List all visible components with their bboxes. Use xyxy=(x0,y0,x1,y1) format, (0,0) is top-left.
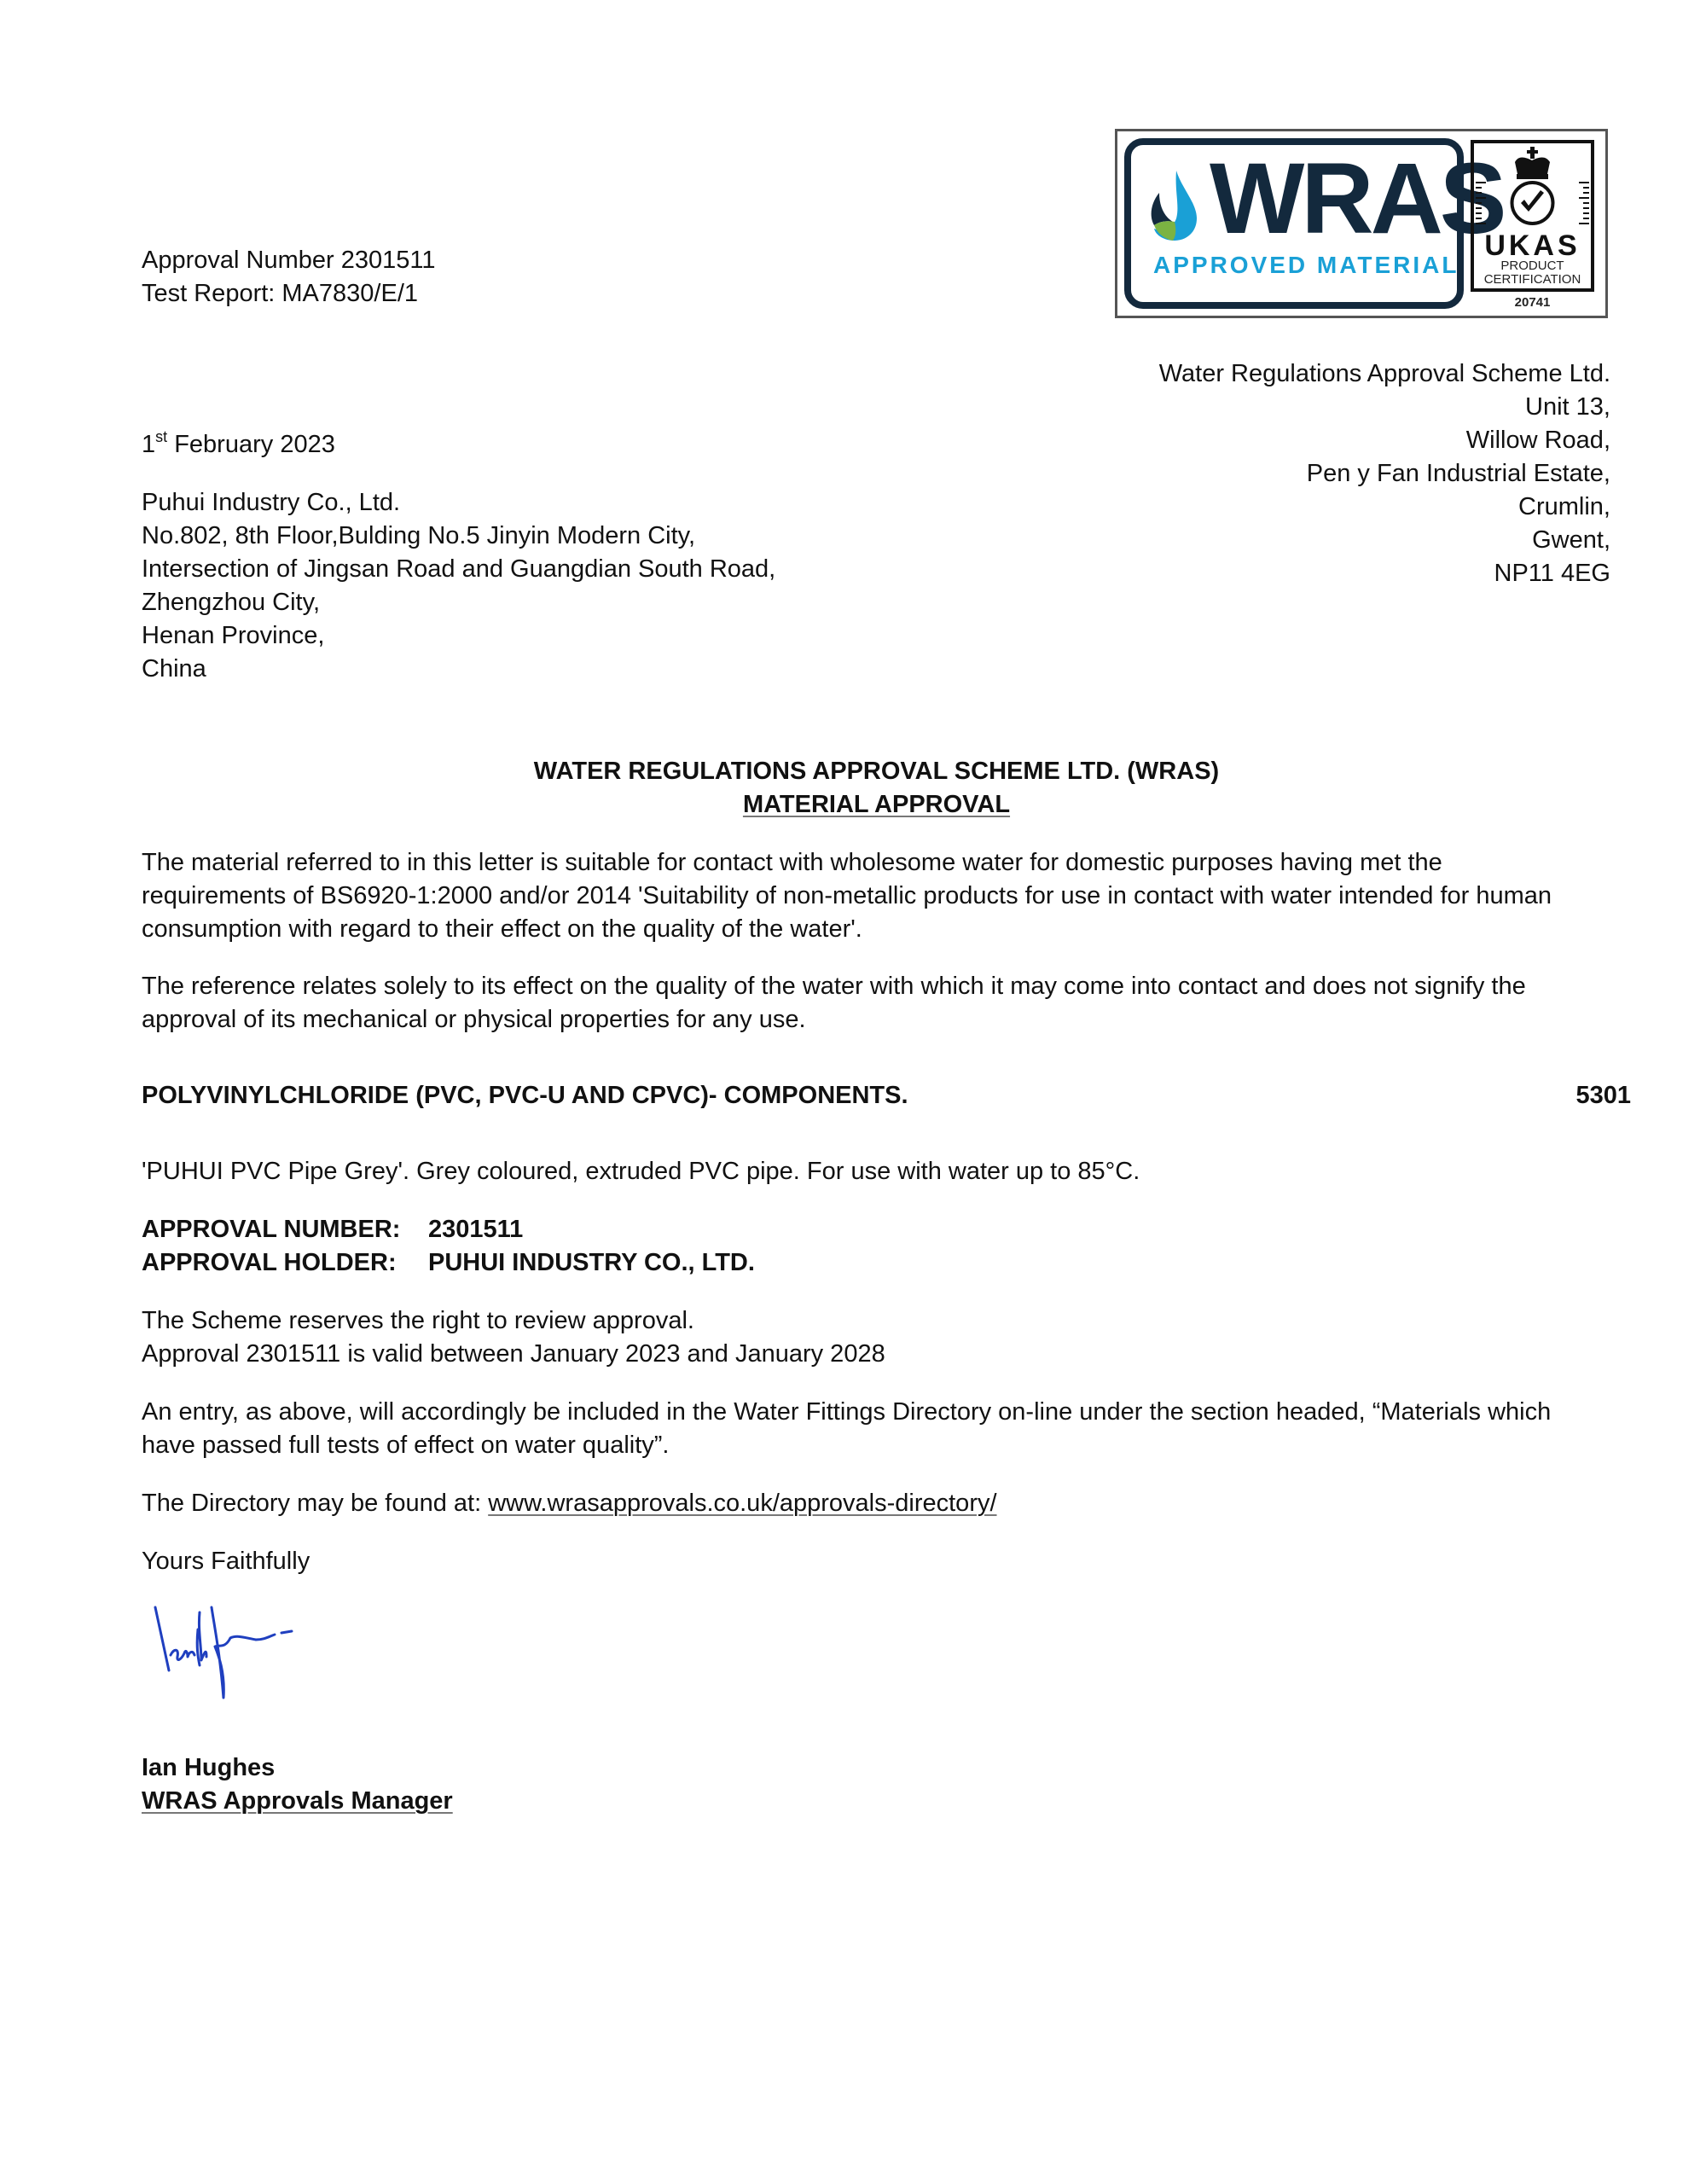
sender-address-line: Crumlin, xyxy=(1518,493,1610,520)
approval-number-line: Approval Number 2301511 xyxy=(142,247,436,274)
approval-holder-label: APPROVAL HOLDER: xyxy=(142,1249,397,1276)
document-title xyxy=(0,755,1706,822)
approval-holder-row xyxy=(142,1246,755,1280)
directory-link[interactable]: www.wrasapprovals.co.uk/approvals-directory/ xyxy=(488,1490,997,1517)
ukas-subtitle xyxy=(1471,259,1594,287)
signatory-role-wrap xyxy=(142,1785,453,1818)
signatory-role: WRAS Approvals Manager xyxy=(142,1787,453,1815)
recipient-address-line: No.802, 8th Floor,Bulding No.5 Jinyin Modern City, xyxy=(142,522,696,549)
test-report-line: Test Report: MA7830/E/1 xyxy=(142,280,418,307)
directory-entry-paragraph xyxy=(142,1396,1551,1462)
sender-address-line: NP11 4EG xyxy=(1494,560,1610,587)
wras-subtitle: APPROVED MATERIAL xyxy=(1153,252,1459,278)
closing-salutation: Yours Faithfully xyxy=(142,1548,310,1575)
wras-wordmark: WRAS xyxy=(1210,142,1504,255)
paragraph-line: approval of its mechanical or physical properties for any use. xyxy=(142,1006,806,1033)
approval-number-value: 2301511 xyxy=(428,1216,524,1243)
paragraph-line: An entry, as above, will accordingly be included in the Water Fittings Directory on-line under the section headed, “Materials which xyxy=(142,1398,1552,1426)
ukas-subtitle-line-2: CERTIFICATION xyxy=(1483,272,1581,287)
approval-holder-value: PUHUI INDUSTRY CO., LTD. xyxy=(428,1249,755,1276)
sender-address-line: Willow Road, xyxy=(1465,427,1610,454)
sender-address-line: Gwent, xyxy=(1532,526,1610,554)
paragraph-suitability xyxy=(142,846,1552,946)
approval-details xyxy=(142,1213,755,1280)
recipient-address-line: Intersection of Jingsan Road and Guangdian South Road, xyxy=(142,555,776,583)
paragraph-reference-scope xyxy=(142,970,1526,1037)
material-code: 5301 xyxy=(1575,1082,1631,1109)
sender-address-line: Unit 13, xyxy=(1525,393,1610,421)
directory-link-prefix: The Directory may be found at: xyxy=(142,1490,489,1517)
signatory-name: Ian Hughes xyxy=(142,1754,276,1781)
date-day: 1 xyxy=(142,431,156,458)
paragraph-line: The reference relates solely to its effect on the quality of the water with which it may come into contact and does not signify the xyxy=(142,973,1526,1000)
ukas-wordmark: UKAS xyxy=(1484,229,1581,262)
letter-date xyxy=(142,428,335,462)
title-line-1: WATER REGULATIONS APPROVAL SCHEME LTD. (WRAS) xyxy=(533,758,1220,785)
recipient-address-line: Henan Province, xyxy=(142,622,325,649)
water-drop-icon xyxy=(1147,169,1198,242)
paragraph-line: requirements of BS6920-1:2000 and/or 2014 'Suitability of non-metallic products for use in contact with water intended for human xyxy=(142,882,1552,909)
title-line-2: MATERIAL APPROVAL xyxy=(742,791,1011,818)
material-description: 'PUHUI PVC Pipe Grey'. Grey coloured, extruded PVC pipe. For use with water up to 85°C. xyxy=(142,1158,1140,1185)
ukas-subtitle-line-1: PRODUCT xyxy=(1500,258,1564,273)
ukas-certificate-number: 20741 xyxy=(1514,295,1551,310)
handwritten-signature xyxy=(145,1604,333,1706)
sender-address xyxy=(1159,357,1610,590)
paragraph-line: The material referred to in this letter is suitable for contact with wholesome water for domestic purposes having met the xyxy=(142,849,1442,876)
validity-line: Approval 2301511 is valid between January 2023 and January 2028 xyxy=(142,1340,885,1368)
date-month-year: February 2023 xyxy=(167,431,335,458)
sender-address-line: Water Regulations Approval Scheme Ltd. xyxy=(1158,360,1610,387)
approval-number-label: APPROVAL NUMBER: xyxy=(142,1216,401,1243)
sender-address-line: Pen y Fan Industrial Estate, xyxy=(1306,460,1610,487)
material-category: POLYVINYLCHLORIDE (PVC, PVC-U AND CPVC)- COMPONENTS. xyxy=(142,1082,908,1109)
recipient-address-line: China xyxy=(142,655,206,682)
approval-number-row xyxy=(142,1213,755,1246)
recipient-address-line: Puhui Industry Co., Ltd. xyxy=(142,489,401,516)
date-suffix: st xyxy=(155,428,168,445)
paragraph-line: consumption with regard to their effect on the quality of the water'. xyxy=(142,915,862,943)
approval-validity xyxy=(142,1304,885,1371)
ukas-crown-check-icon xyxy=(1474,143,1591,229)
recipient-address-line: Zhengzhou City, xyxy=(142,589,321,616)
directory-link-line xyxy=(142,1487,997,1520)
paragraph-line: have passed full tests of effect on water quality”. xyxy=(142,1432,670,1459)
recipient-address xyxy=(142,486,775,686)
review-line: The Scheme reserves the right to review approval. xyxy=(142,1307,694,1334)
